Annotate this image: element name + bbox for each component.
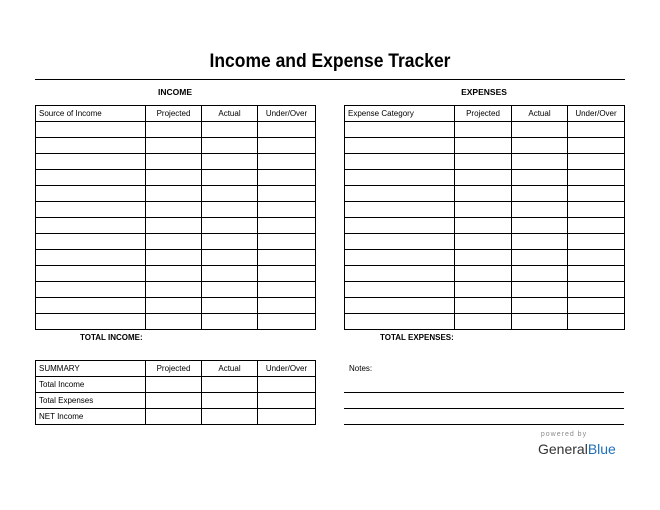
income-cell[interactable] [202, 250, 258, 266]
expenses-row [345, 218, 625, 234]
expenses-row [345, 122, 625, 138]
expenses-cell[interactable] [568, 122, 625, 138]
income-cell[interactable] [36, 282, 146, 298]
income-cell[interactable] [202, 266, 258, 282]
expenses-cell[interactable] [345, 298, 455, 314]
expenses-cell[interactable] [345, 266, 455, 282]
page-title: Income and Expense Tracker [209, 51, 451, 72]
income-cell[interactable] [36, 154, 146, 170]
expenses-cell[interactable] [455, 234, 512, 250]
income-cell[interactable] [202, 138, 258, 154]
income-cell[interactable] [258, 282, 316, 298]
expenses-col-projected: Projected [455, 106, 512, 122]
expenses-row [345, 154, 625, 170]
notes-label: Notes: [349, 364, 373, 373]
income-cell[interactable] [146, 154, 202, 170]
brand-name-part2: Blue [587, 441, 616, 457]
expenses-cell[interactable] [455, 170, 512, 186]
expenses-cell[interactable] [345, 122, 455, 138]
summary-col-projected: Projected [146, 361, 202, 377]
expenses-header-row [345, 106, 625, 122]
income-row [36, 202, 316, 218]
expenses-row [345, 138, 625, 154]
income-cell[interactable] [202, 202, 258, 218]
expenses-cell[interactable] [512, 202, 568, 218]
summary-cell[interactable] [202, 393, 258, 409]
brand-name-part1: General [538, 441, 588, 457]
income-row [36, 298, 316, 314]
income-cell[interactable] [36, 218, 146, 234]
income-cell[interactable] [202, 282, 258, 298]
expenses-cell[interactable] [512, 122, 568, 138]
income-cell[interactable] [202, 314, 258, 330]
expenses-cell[interactable] [512, 186, 568, 202]
income-cell[interactable] [146, 202, 202, 218]
expenses-cell[interactable] [512, 218, 568, 234]
title-divider [35, 79, 625, 80]
income-cell[interactable] [258, 202, 316, 218]
expenses-cell[interactable] [455, 154, 512, 170]
expenses-row [345, 314, 625, 330]
income-cell[interactable] [36, 202, 146, 218]
expenses-cell[interactable] [568, 186, 625, 202]
expenses-cell[interactable] [512, 138, 568, 154]
income-row [36, 122, 316, 138]
income-row [36, 154, 316, 170]
income-cell[interactable] [202, 122, 258, 138]
summary-cell[interactable] [202, 409, 258, 425]
summary-table [35, 360, 316, 425]
income-cell[interactable] [146, 298, 202, 314]
income-cell[interactable] [36, 138, 146, 154]
income-cell[interactable] [202, 234, 258, 250]
income-cell[interactable] [146, 266, 202, 282]
expenses-col-actual: Actual [512, 106, 568, 122]
expenses-cell[interactable] [345, 202, 455, 218]
expenses-cell[interactable] [455, 218, 512, 234]
summary-header-row [36, 361, 316, 377]
income-heading: INCOME [158, 87, 192, 97]
expenses-cell[interactable] [345, 218, 455, 234]
income-col-source: Source of Income [36, 106, 146, 122]
notes-line[interactable] [344, 392, 624, 393]
income-row [36, 314, 316, 330]
expenses-row [345, 202, 625, 218]
income-cell[interactable] [258, 298, 316, 314]
expenses-row [345, 250, 625, 266]
expenses-cell[interactable] [345, 138, 455, 154]
expenses-cell[interactable] [455, 186, 512, 202]
expenses-cell[interactable] [345, 186, 455, 202]
income-row [36, 186, 316, 202]
expenses-cell[interactable] [345, 170, 455, 186]
income-cell[interactable] [36, 122, 146, 138]
expenses-cell[interactable] [345, 250, 455, 266]
income-cell[interactable] [258, 218, 316, 234]
income-cell[interactable] [258, 234, 316, 250]
expenses-cell[interactable] [568, 282, 625, 298]
expenses-row [345, 170, 625, 186]
expenses-cell[interactable] [455, 138, 512, 154]
income-cell[interactable] [36, 186, 146, 202]
summary-row [36, 393, 316, 409]
expenses-cell[interactable] [455, 298, 512, 314]
income-cell[interactable] [146, 186, 202, 202]
expenses-row [345, 298, 625, 314]
expenses-cell[interactable] [512, 266, 568, 282]
summary-rows [36, 377, 316, 425]
income-cell[interactable] [36, 266, 146, 282]
expenses-cell[interactable] [345, 234, 455, 250]
total-expenses-label: TOTAL EXPENSES: [380, 333, 454, 342]
income-row [36, 282, 316, 298]
income-rows [36, 122, 316, 330]
expenses-cell[interactable] [512, 250, 568, 266]
summary-row [36, 409, 316, 425]
expenses-cell[interactable] [345, 154, 455, 170]
summary-cell[interactable] [146, 409, 202, 425]
income-table [35, 105, 316, 330]
powered-by-text: powered by [540, 431, 588, 438]
notes-line[interactable] [344, 408, 624, 409]
expenses-heading: EXPENSES [461, 87, 507, 97]
expenses-col-under-over: Under/Over [568, 106, 625, 122]
expenses-row [345, 234, 625, 250]
expenses-row [345, 282, 625, 298]
income-cell[interactable] [36, 170, 146, 186]
income-cell[interactable] [258, 138, 316, 154]
expenses-cell[interactable] [512, 170, 568, 186]
income-cell[interactable] [258, 186, 316, 202]
summary-cell[interactable] [202, 377, 258, 393]
income-cell[interactable] [146, 138, 202, 154]
summary-col-actual: Actual [202, 361, 258, 377]
expenses-cell[interactable] [512, 234, 568, 250]
income-cell[interactable] [202, 170, 258, 186]
summary-cell[interactable] [258, 393, 316, 409]
expenses-cell[interactable] [568, 234, 625, 250]
income-cell[interactable] [258, 314, 316, 330]
income-cell[interactable] [36, 250, 146, 266]
income-cell[interactable] [146, 234, 202, 250]
income-cell[interactable] [202, 218, 258, 234]
expenses-cell[interactable] [455, 122, 512, 138]
expenses-cell[interactable] [512, 154, 568, 170]
expenses-col-category: Expense Category [345, 106, 455, 122]
expenses-cell[interactable] [345, 314, 455, 330]
summary-cell[interactable] [146, 377, 202, 393]
summary-row-label: NET Income [36, 409, 146, 425]
expenses-cell[interactable] [455, 282, 512, 298]
income-row [36, 266, 316, 282]
income-cell[interactable] [146, 250, 202, 266]
income-cell[interactable] [36, 234, 146, 250]
expenses-cell[interactable] [345, 282, 455, 298]
income-cell[interactable] [36, 298, 146, 314]
income-row [36, 250, 316, 266]
expenses-cell[interactable] [455, 314, 512, 330]
total-income-label: TOTAL INCOME: [80, 333, 143, 342]
expenses-cell[interactable] [455, 202, 512, 218]
income-col-under-over: Under/Over [258, 106, 316, 122]
income-cell[interactable] [146, 314, 202, 330]
income-cell[interactable] [258, 122, 316, 138]
income-row [36, 138, 316, 154]
expenses-cell[interactable] [512, 282, 568, 298]
expenses-row [345, 186, 625, 202]
expenses-cell[interactable] [568, 138, 625, 154]
summary-col-under-over: Under/Over [258, 361, 316, 377]
summary-row-label: Total Expenses [36, 393, 146, 409]
income-cell[interactable] [258, 266, 316, 282]
brand-logo[interactable] [538, 440, 616, 458]
income-cell[interactable] [202, 186, 258, 202]
expenses-row [345, 266, 625, 282]
expenses-cell[interactable] [512, 298, 568, 314]
expenses-table [344, 105, 625, 330]
income-cell[interactable] [36, 314, 146, 330]
expenses-cell[interactable] [568, 266, 625, 282]
income-col-projected: Projected [146, 106, 202, 122]
summary-cell[interactable] [258, 377, 316, 393]
income-cell[interactable] [146, 170, 202, 186]
notes-line[interactable] [344, 424, 624, 425]
expenses-cell[interactable] [568, 298, 625, 314]
expenses-cell[interactable] [455, 250, 512, 266]
income-row [36, 170, 316, 186]
income-col-actual: Actual [202, 106, 258, 122]
income-cell[interactable] [202, 154, 258, 170]
expenses-rows [345, 122, 625, 330]
income-row [36, 218, 316, 234]
expenses-cell[interactable] [568, 202, 625, 218]
expenses-cell[interactable] [568, 250, 625, 266]
income-header-row [36, 106, 316, 122]
summary-cell[interactable] [258, 409, 316, 425]
summary-row [36, 377, 316, 393]
summary-col-label: SUMMARY [36, 361, 146, 377]
income-row [36, 234, 316, 250]
expenses-cell[interactable] [455, 266, 512, 282]
summary-cell[interactable] [146, 393, 202, 409]
expenses-cell[interactable] [512, 314, 568, 330]
income-cell[interactable] [146, 282, 202, 298]
summary-row-label: Total Income [36, 377, 146, 393]
income-cell[interactable] [258, 250, 316, 266]
expenses-cell[interactable] [568, 170, 625, 186]
income-cell[interactable] [146, 122, 202, 138]
income-cell[interactable] [146, 218, 202, 234]
expenses-cell[interactable] [568, 218, 625, 234]
income-cell[interactable] [258, 154, 316, 170]
expenses-cell[interactable] [568, 154, 625, 170]
income-cell[interactable] [202, 298, 258, 314]
expenses-cell[interactable] [568, 314, 625, 330]
income-cell[interactable] [258, 170, 316, 186]
